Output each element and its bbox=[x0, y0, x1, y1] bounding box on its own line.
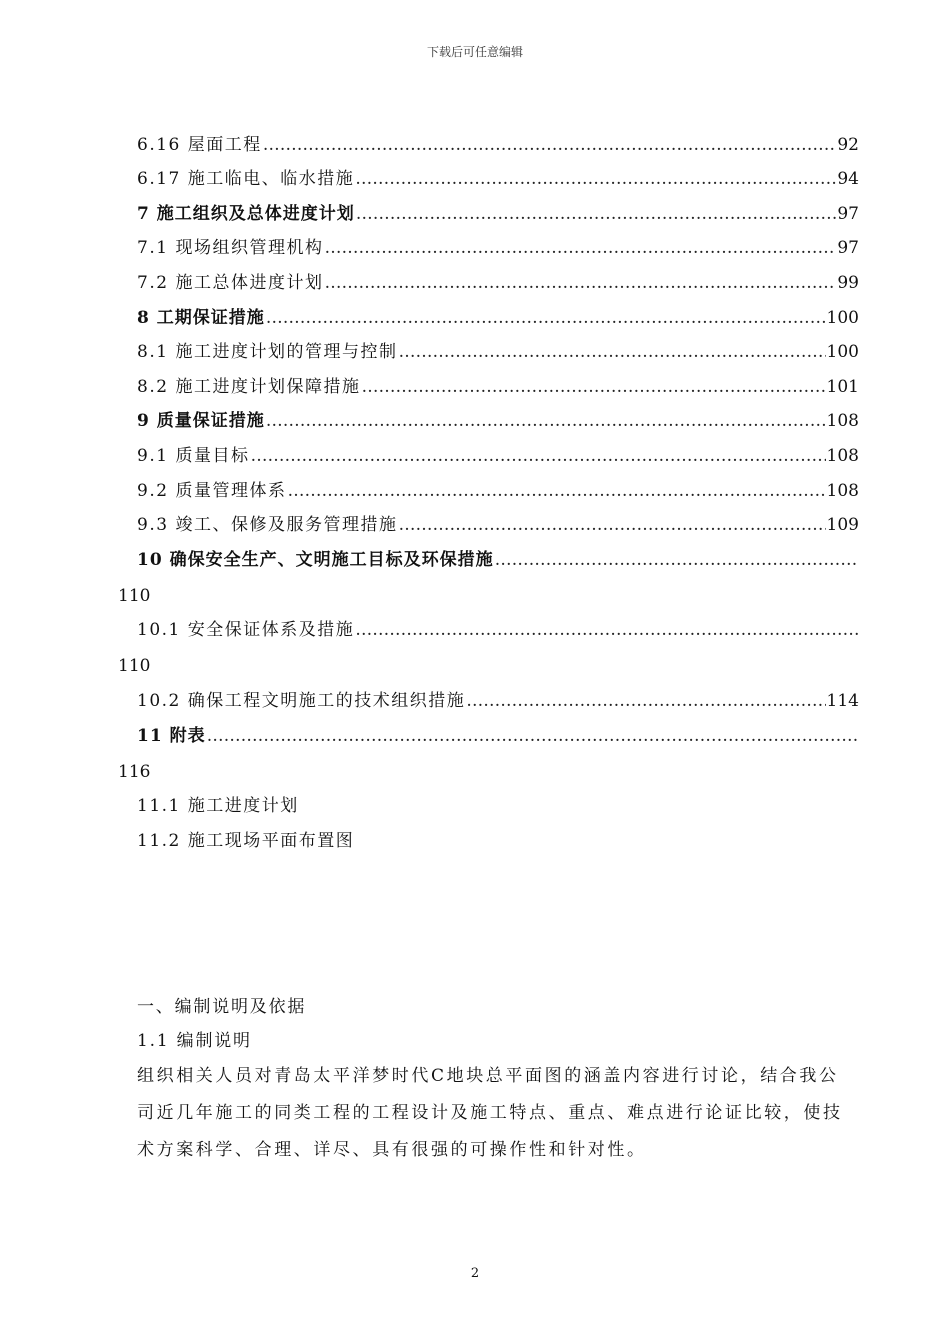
toc-entry-page: 92 bbox=[837, 134, 859, 155]
toc-entry-page: 97 bbox=[837, 238, 859, 259]
toc-entry[interactable] bbox=[137, 782, 859, 817]
toc-entry-page: 114 bbox=[826, 690, 859, 711]
toc-leader-dots bbox=[356, 204, 837, 224]
toc-entry-page: 110 bbox=[118, 656, 151, 677]
section-paragraph: 组织相关人员对青岛太平洋梦时代C地块总平面图的涵盖内容进行讨论，结合我公司近几年施工的同类工程的工程设计及施工特点、重点、难点进行论证比较，使技术方案科学、合理、详尽、具有很强的可操作性和针对性。 bbox=[137, 1066, 843, 1160]
toc-entry-title: 7.1 现场组织管理机构 bbox=[137, 238, 324, 259]
toc-entry-title: 6.17 施工临电、临水措施 bbox=[137, 169, 355, 190]
toc-entry-title: 7 施工组织及总体进度计划 bbox=[137, 203, 355, 224]
toc-leader-dots bbox=[250, 446, 825, 466]
toc-entry-page: 101 bbox=[826, 376, 859, 397]
toc-entry-page: 108 bbox=[826, 480, 859, 501]
toc-entry[interactable] bbox=[137, 535, 859, 570]
toc-leader-dots bbox=[324, 273, 836, 293]
toc-entry-title: 9.2 质量管理体系 bbox=[137, 480, 287, 501]
toc-leader-dots bbox=[361, 377, 825, 397]
toc-leader-dots bbox=[495, 550, 858, 570]
toc-entry-title: 8 工期保证措施 bbox=[137, 307, 265, 328]
document-body bbox=[137, 990, 857, 1169]
toc-leader-dots bbox=[398, 342, 825, 362]
toc-leader-dots bbox=[398, 515, 825, 535]
toc-leader-dots bbox=[207, 726, 858, 746]
toc-entry-page: 116 bbox=[118, 761, 151, 782]
toc-entry-title: 9.1 质量目标 bbox=[137, 445, 250, 466]
toc-entry[interactable] bbox=[137, 501, 859, 536]
toc-entry[interactable] bbox=[137, 711, 859, 746]
toc-entry-title: 10.2 确保工程文明施工的技术组织措施 bbox=[137, 690, 466, 711]
section-heading: 一、编制说明及依据 bbox=[137, 997, 307, 1017]
toc-entry[interactable] bbox=[137, 155, 859, 190]
toc-entry[interactable] bbox=[137, 606, 859, 641]
toc-entry[interactable] bbox=[137, 224, 859, 259]
table-of-contents bbox=[118, 120, 859, 851]
toc-entry-page: 100 bbox=[826, 342, 859, 363]
toc-entry[interactable] bbox=[137, 293, 859, 328]
toc-entry-title: 9.3 竣工、保修及服务管理措施 bbox=[137, 515, 398, 536]
toc-entry-title: 8.1 施工进度计划的管理与控制 bbox=[137, 342, 398, 363]
toc-entry-title: 6.16 屋面工程 bbox=[137, 134, 262, 155]
toc-leader-dots bbox=[324, 238, 836, 258]
toc-entry[interactable] bbox=[137, 328, 859, 363]
toc-entry-title: 11.1 施工进度计划 bbox=[137, 796, 299, 817]
toc-entry[interactable] bbox=[137, 431, 859, 466]
section-subheading: 1.1 编制说明 bbox=[137, 1031, 252, 1051]
toc-entry[interactable] bbox=[137, 258, 859, 293]
toc-entry-page: 94 bbox=[837, 169, 859, 190]
toc-entry-page: 110 bbox=[118, 585, 151, 606]
toc-leader-dots bbox=[266, 411, 826, 431]
toc-entry-page: 108 bbox=[826, 411, 859, 432]
toc-entry-page: 99 bbox=[837, 272, 859, 293]
toc-entry-page: 100 bbox=[826, 307, 859, 328]
toc-entry[interactable] bbox=[137, 362, 859, 397]
toc-entry-title: 11.2 施工现场平面布置图 bbox=[137, 830, 355, 851]
toc-entry-title: 7.2 施工总体进度计划 bbox=[137, 272, 324, 293]
toc-entry-title: 11 附表 bbox=[137, 725, 206, 746]
toc-leader-dots bbox=[355, 169, 836, 189]
toc-entry-title: 10.1 安全保证体系及措施 bbox=[137, 620, 355, 641]
toc-entry[interactable] bbox=[137, 120, 859, 155]
toc-entry[interactable] bbox=[137, 189, 859, 224]
toc-leader-dots bbox=[266, 308, 826, 328]
toc-entry-title: 9 质量保证措施 bbox=[137, 411, 265, 432]
toc-entry[interactable] bbox=[137, 816, 859, 851]
toc-leader-dots bbox=[466, 691, 825, 711]
toc-leader-dots bbox=[287, 481, 825, 501]
toc-entry-title: 8.2 施工进度计划保障措施 bbox=[137, 376, 361, 397]
toc-leader-dots bbox=[263, 135, 837, 155]
page-number: 2 bbox=[470, 1266, 480, 1281]
toc-entry[interactable] bbox=[137, 397, 859, 432]
toc-entry-page: 97 bbox=[837, 203, 859, 224]
toc-entry-page: 108 bbox=[826, 445, 859, 466]
toc-entry-page: 109 bbox=[826, 515, 859, 536]
page-header: 下载后可任意编辑 bbox=[426, 45, 523, 59]
toc-entry[interactable] bbox=[137, 466, 859, 501]
toc-entry-title: 10 确保安全生产、文明施工目标及环保措施 bbox=[137, 549, 494, 570]
toc-entry[interactable] bbox=[137, 676, 859, 711]
toc-leader-dots bbox=[355, 620, 858, 640]
